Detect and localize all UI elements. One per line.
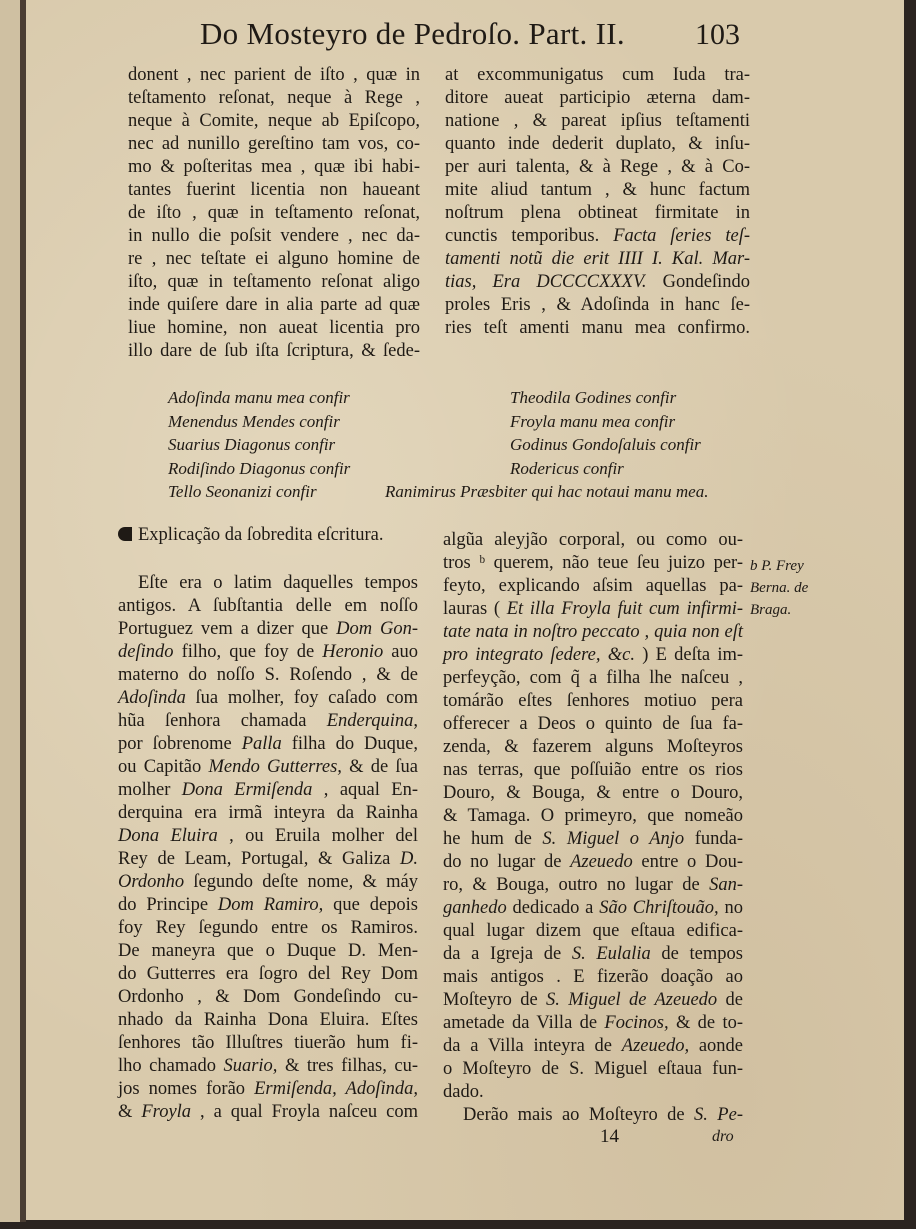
roman-text: in nullo die poſsit vendere , nec da- bbox=[128, 226, 420, 246]
roman-text: lho chamado bbox=[118, 1056, 224, 1076]
italic-text: Palla bbox=[241, 734, 282, 754]
roman-text: he hum de bbox=[443, 829, 543, 849]
roman-text: por ſobrenome bbox=[118, 734, 242, 754]
text-line bbox=[445, 110, 750, 133]
roman-text: qual lugar dizem que eſtaua edifica- bbox=[443, 921, 743, 941]
signature: Godinus Gondoſaluis confir bbox=[510, 435, 701, 454]
text-line bbox=[443, 575, 743, 598]
closing-signature: Ranimirus Præsbiter qui hac notaui manu mea. bbox=[385, 482, 709, 501]
roman-text: , aqual En- bbox=[312, 780, 418, 800]
roman-text: o Moſteyro de S. Miguel eſtaua fun- bbox=[443, 1059, 743, 1079]
roman-text: de tempos bbox=[650, 944, 743, 964]
text-line bbox=[445, 248, 750, 271]
text-line bbox=[118, 572, 418, 595]
text-line bbox=[443, 828, 743, 851]
text-line bbox=[128, 179, 420, 202]
text-line bbox=[443, 713, 743, 736]
text-line bbox=[118, 618, 418, 641]
roman-text: Gondeſindo bbox=[646, 272, 750, 292]
text-line bbox=[443, 943, 743, 966]
text-line bbox=[118, 687, 418, 710]
text-line bbox=[118, 1009, 418, 1032]
italic-text: Heronio bbox=[322, 642, 384, 662]
text-line bbox=[118, 894, 418, 917]
roman-text: feyto, explicando aſsim aquellas pa- bbox=[443, 576, 743, 596]
text-line bbox=[443, 1012, 743, 1035]
italic-text: Focinos, bbox=[604, 1013, 669, 1033]
roman-text: nec ad nunillo gereſtino tam vos, co- bbox=[128, 134, 420, 154]
running-head: Do Mosteyro de Pedroſo. Part. II. bbox=[200, 16, 625, 51]
text-line bbox=[118, 756, 418, 779]
roman-text: do Gutterres era ſogro del Rey Dom bbox=[118, 964, 418, 984]
signature: Tello Seonanizi confir bbox=[168, 482, 317, 501]
roman-text: mo & poſteritas mea , quæ ibi habi- bbox=[128, 157, 420, 177]
text-line bbox=[445, 179, 750, 202]
italic-text: S. Miguel o Anjo bbox=[542, 829, 685, 849]
text-line bbox=[128, 110, 420, 133]
roman-text: ditore aueat participio æterna dam- bbox=[445, 88, 750, 108]
roman-text: da a Igreja de bbox=[443, 944, 572, 964]
text-line bbox=[118, 871, 418, 894]
roman-text: Ordonho , & Dom Gondeſindo cu- bbox=[118, 987, 418, 1007]
italic-text: Dona Ermiſenda bbox=[181, 780, 313, 800]
signatures-right bbox=[510, 386, 701, 480]
text-column-bottom-right bbox=[443, 529, 743, 1127]
roman-text: que depois bbox=[323, 895, 418, 915]
roman-text: proles Eris , & Adoſinda in hanc ſe- bbox=[445, 295, 750, 315]
signature: Menendus Mendes confir bbox=[168, 411, 340, 431]
roman-text: de bbox=[717, 990, 744, 1010]
italic-text: San- bbox=[709, 875, 743, 895]
italic-text: Mendo Gutterres, bbox=[208, 757, 342, 777]
roman-text: , a qual Froyla naſceu com bbox=[191, 1102, 418, 1122]
text-line bbox=[443, 805, 743, 828]
roman-text: liue homine, non aueat licentia pro bbox=[128, 318, 420, 338]
italic-text: pro integrato ſedere, &c. bbox=[443, 645, 635, 665]
roman-text: ſenhores tão Illuſtres tiuerão hum fi- bbox=[118, 1033, 418, 1053]
roman-text: ou Capitão bbox=[118, 757, 209, 777]
previous-page-edge bbox=[0, 0, 22, 1222]
margin-note-line: Braga. bbox=[750, 602, 792, 618]
italic-text: tate nata in noſtro peccato , quia non eſt bbox=[443, 622, 743, 642]
roman-text: ) E deſta im- bbox=[634, 645, 744, 665]
roman-text: ſegundo deſte nome, & máy bbox=[184, 872, 418, 892]
roman-text: jos nomes forão bbox=[118, 1079, 255, 1099]
roman-text: hũa ſenhora chamada bbox=[118, 711, 327, 731]
text-line bbox=[443, 989, 743, 1012]
roman-text: dado. bbox=[443, 1082, 484, 1102]
roman-text: , bbox=[413, 711, 418, 731]
text-line bbox=[443, 1058, 743, 1081]
roman-text: aonde bbox=[689, 1036, 743, 1056]
margin-note-line: b P. Frey bbox=[750, 558, 804, 574]
text-line bbox=[443, 874, 743, 897]
signature-mark: 14 bbox=[600, 1126, 619, 1147]
roman-text: Portuguez vem a dizer que bbox=[118, 619, 337, 639]
text-line bbox=[118, 710, 418, 733]
text-line bbox=[118, 963, 418, 986]
roman-text: tomárão eſtes ſenhores motiuo pera bbox=[443, 691, 743, 711]
roman-text: da a Villa inteyra de bbox=[443, 1036, 622, 1056]
text-line bbox=[128, 133, 420, 156]
roman-text: Douro, & Bouga, & entre o Douro, bbox=[443, 783, 743, 803]
text-line bbox=[443, 851, 743, 874]
roman-text: & de ſua bbox=[341, 757, 418, 777]
text-line bbox=[118, 779, 418, 802]
signature: Rodiſindo Diagonus confir bbox=[168, 458, 351, 478]
text-line bbox=[443, 621, 743, 644]
roman-text: derquina era irmã inteyra da Rainha bbox=[118, 803, 418, 823]
roman-text: entre o Dou- bbox=[632, 852, 743, 872]
italic-text: Enderquina bbox=[326, 711, 414, 731]
italic-text: Et illa Froyla fuit cum infirmi- bbox=[506, 599, 744, 619]
text-line bbox=[443, 966, 743, 989]
italic-text: D. bbox=[400, 849, 418, 869]
text-line bbox=[443, 598, 743, 621]
text-line bbox=[445, 133, 750, 156]
text-line bbox=[443, 552, 743, 575]
text-line bbox=[118, 1078, 418, 1101]
pilcrow-icon bbox=[118, 527, 132, 541]
italic-text: Suario, bbox=[223, 1056, 278, 1076]
italic-text: S. Miguel de Azeuedo bbox=[546, 990, 718, 1010]
roman-text: donent , nec parient de iſto , quæ in bbox=[128, 65, 420, 85]
text-line bbox=[445, 317, 750, 340]
text-column-top-right bbox=[445, 64, 750, 340]
roman-text: tantes fuerint licentia non haueant bbox=[128, 180, 420, 200]
text-line bbox=[128, 87, 420, 110]
text-line bbox=[445, 87, 750, 110]
italic-text: Dom Gon- bbox=[336, 619, 418, 639]
roman-text: & Tamaga. O primeyro, que nomeão bbox=[443, 806, 743, 826]
italic-text: Adoſinda bbox=[118, 688, 186, 708]
roman-text: filha do Duque, bbox=[281, 734, 418, 754]
roman-text: molher bbox=[118, 780, 182, 800]
roman-text: noſtrum plena obtineat firmitate in bbox=[445, 203, 750, 223]
italic-text: Ermiſenda, Adoſinda, bbox=[254, 1079, 418, 1099]
text-column-bottom-left bbox=[118, 572, 418, 1124]
roman-text: at excommunigatus cum Iuda tra- bbox=[445, 65, 750, 85]
roman-text: mite aliud tantum , & hunc factum bbox=[445, 180, 750, 200]
roman-text: iſto, quæ in teſtamento reſonat aligo bbox=[128, 272, 420, 292]
text-line bbox=[443, 529, 743, 552]
roman-text: ametade da Villa de bbox=[443, 1013, 605, 1033]
roman-text: lauras ( bbox=[443, 599, 507, 619]
roman-text: ſua molher, foy caſado com bbox=[185, 688, 418, 708]
roman-text: Moſteyro de bbox=[443, 990, 547, 1010]
italic-text: São Chriſtouão, bbox=[599, 898, 719, 918]
roman-text: algũa aleyjão corporal, ou como ou- bbox=[443, 530, 743, 550]
roman-text: funda- bbox=[684, 829, 743, 849]
roman-text: mais antigos . E fizerão doação ao bbox=[443, 967, 743, 987]
text-line bbox=[128, 317, 420, 340]
roman-text: per auri talenta, & à Rege , & à Co- bbox=[445, 157, 750, 177]
text-line bbox=[128, 202, 420, 225]
roman-text: Rey de Leam, Portugal, & Galiza bbox=[118, 849, 400, 869]
roman-text: natione , & pareat ipſius teſtamenti bbox=[445, 111, 750, 131]
roman-text: zenda, & fazerem alguns Moſteyros bbox=[443, 737, 743, 757]
text-line bbox=[443, 1081, 743, 1104]
text-line bbox=[445, 202, 750, 225]
page-number: 103 bbox=[695, 18, 740, 51]
roman-text: nhado da Rainha Dona Eluira. Eſtes bbox=[118, 1010, 418, 1030]
text-line bbox=[443, 690, 743, 713]
signatures-left bbox=[168, 386, 350, 504]
signature: Suarius Diagonus confir bbox=[168, 435, 336, 454]
italic-text: Ordonho bbox=[118, 872, 185, 892]
roman-text: teſtamento reſonat, neque à Rege , bbox=[128, 88, 420, 108]
margin-note bbox=[750, 555, 808, 621]
roman-text: ro, & Bouga, outro no lugar de bbox=[443, 875, 710, 895]
roman-text: dedicado a bbox=[506, 898, 600, 918]
roman-text: tros ᵇ querem, não teue ſeu juizo per- bbox=[443, 553, 743, 573]
italic-text: Azeuedo, bbox=[621, 1036, 690, 1056]
text-line bbox=[118, 641, 418, 664]
text-line bbox=[443, 1104, 743, 1127]
signature: Theodila Godines confir bbox=[510, 388, 677, 407]
text-line bbox=[443, 736, 743, 759]
italic-text: Azeuedo bbox=[570, 852, 633, 872]
section-heading bbox=[118, 525, 384, 546]
text-line bbox=[128, 225, 420, 248]
roman-text: quanto inde dederit duplato, & inſu- bbox=[445, 134, 750, 154]
italic-text: S. Pe- bbox=[694, 1105, 743, 1125]
roman-text: offerecer a Deos o quinto de ſua fa- bbox=[443, 714, 743, 734]
text-line bbox=[118, 1101, 418, 1124]
text-line bbox=[118, 848, 418, 871]
roman-text: illo dare de ſub iſta ſcriptura, & ſede- bbox=[128, 341, 420, 361]
italic-text: ganhedo bbox=[443, 898, 507, 918]
roman-text: & bbox=[118, 1102, 142, 1122]
roman-text: perfeyção, com q̃ a filha lhe naſceu , bbox=[443, 668, 743, 688]
text-line bbox=[443, 920, 743, 943]
text-line bbox=[445, 294, 750, 317]
text-line bbox=[128, 64, 420, 87]
roman-text: Derão mais ao Moſteyro de bbox=[463, 1105, 695, 1125]
text-line bbox=[445, 156, 750, 179]
text-line bbox=[443, 667, 743, 690]
text-line bbox=[445, 271, 750, 294]
roman-text: & tres filhas, cu- bbox=[277, 1056, 418, 1076]
roman-text: neque à Comite, neque ab Epiſcopo, bbox=[128, 111, 420, 131]
text-line bbox=[128, 248, 420, 271]
roman-text: do no lugar de bbox=[443, 852, 571, 872]
text-line bbox=[118, 802, 418, 825]
roman-text: filho, que foy de bbox=[173, 642, 323, 662]
text-column-top-left bbox=[128, 64, 420, 363]
italic-text: Froyla bbox=[141, 1102, 192, 1122]
text-line bbox=[445, 64, 750, 87]
italic-text: tamenti notũ die erit IIII I. Kal. Mar- bbox=[445, 249, 750, 269]
text-line bbox=[118, 940, 418, 963]
text-line bbox=[118, 825, 418, 848]
roman-text: auo bbox=[383, 642, 418, 662]
text-line bbox=[128, 156, 420, 179]
roman-text: no bbox=[718, 898, 743, 918]
text-line bbox=[128, 294, 420, 317]
text-line bbox=[443, 782, 743, 805]
roman-text: materno do noſſo S. Roſendo , & de bbox=[118, 665, 418, 685]
text-line bbox=[118, 917, 418, 940]
roman-text: foy Rey ſegundo entre os Ramiros. bbox=[118, 918, 418, 938]
italic-text: S. Eulalia bbox=[571, 944, 651, 964]
italic-text: deſindo bbox=[118, 642, 174, 662]
roman-text: , ou Eruila molher del bbox=[217, 826, 418, 846]
roman-text: cunctis temporibus. bbox=[445, 226, 614, 246]
margin-note-line: Berna. de bbox=[750, 580, 809, 596]
text-line bbox=[443, 644, 743, 667]
roman-text: de iſto , quæ in teſtamento reſonat, bbox=[128, 203, 420, 223]
roman-text: re , nec teſtate ei alguno homine de bbox=[128, 249, 420, 269]
text-line bbox=[118, 986, 418, 1009]
text-line bbox=[128, 340, 420, 363]
text-line bbox=[443, 897, 743, 920]
italic-text: Dom Ramiro, bbox=[217, 895, 324, 915]
italic-text: tias, Era DCCCCXXXV. bbox=[445, 272, 647, 292]
catchword: dro bbox=[712, 1128, 734, 1145]
signature: Rodericus confir bbox=[510, 458, 624, 478]
section-heading-text: Explicação da ſobredita eſcritura. bbox=[138, 525, 384, 545]
roman-text: do Principe bbox=[118, 895, 218, 915]
signature: Adoſinda manu mea confir bbox=[168, 388, 350, 407]
text-line bbox=[118, 664, 418, 687]
roman-text: inde quiſere dare in alia parte ad quæ bbox=[128, 295, 420, 315]
roman-text: ries teſt amenti manu mea confirmo. bbox=[445, 318, 750, 338]
roman-text: antigos. A ſubſtantia delle em noſſo bbox=[118, 596, 418, 616]
italic-text: Dona Eluira bbox=[118, 826, 218, 846]
roman-text: & de to- bbox=[668, 1013, 743, 1033]
roman-text: De maneyra que o Duque D. Men- bbox=[118, 941, 418, 961]
text-line bbox=[118, 1032, 418, 1055]
roman-text: Eſte era o latim daquelles tempos bbox=[138, 573, 418, 593]
text-line bbox=[118, 733, 418, 756]
italic-text: Facta ſeries teſ- bbox=[613, 226, 750, 246]
roman-text: nas terras, que poſſuião entre os rios bbox=[443, 760, 743, 780]
text-line bbox=[443, 759, 743, 782]
signature: Froyla manu mea confir bbox=[510, 411, 676, 431]
text-line bbox=[118, 595, 418, 618]
text-line bbox=[118, 1055, 418, 1078]
text-line bbox=[443, 1035, 743, 1058]
text-line bbox=[445, 225, 750, 248]
text-line bbox=[128, 271, 420, 294]
